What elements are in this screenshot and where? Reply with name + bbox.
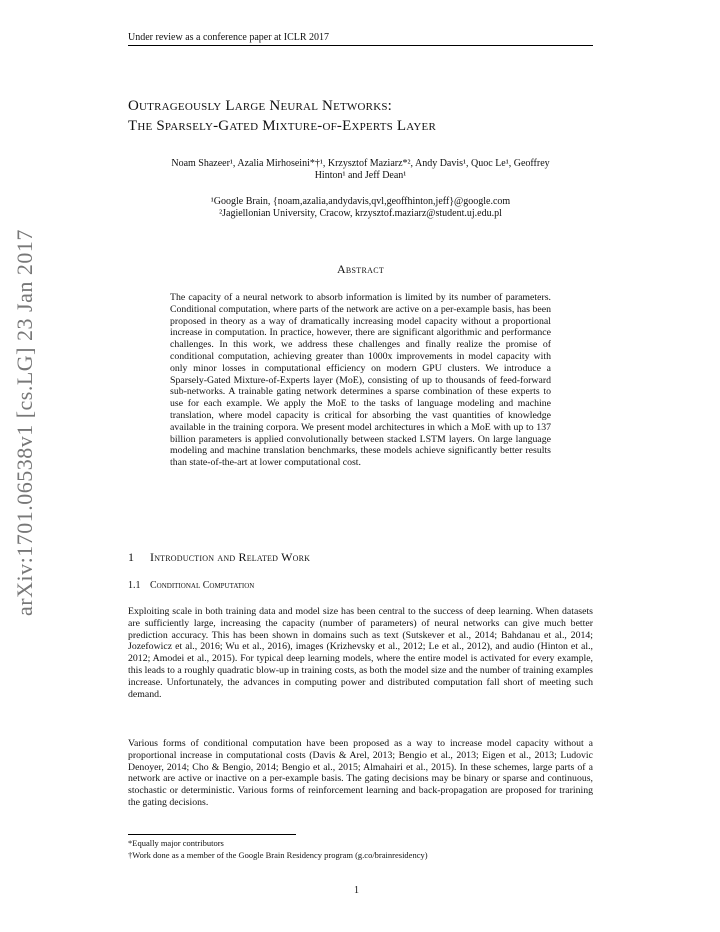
authors-line-2: Hinton¹ and Jeff Dean¹ [314,170,407,181]
title-line-1: Outrageously Large Neural Networks: [128,98,393,114]
section-title: Introduction and Related Work [150,550,311,564]
arxiv-stamp: arXiv:1701.06538v1 [cs.LG] 23 Jan 2017 [12,229,37,616]
paper-title [128,96,598,136]
affiliation-line-1: ¹Google Brain, {noam,azalia,andydavis,qvl,geoffhinton,jeff}@google.com [210,196,511,207]
footnote-rule [128,834,296,835]
section-number: 1 [128,550,135,564]
footnote-1: *Equally major contributors [128,838,224,848]
footnote-2: †Work done as a member of the Google Brain Residency program (g.co/brainresidency) [128,850,428,860]
subsection-title: Conditional Computation [150,580,255,591]
authors-line-1: Noam Shazeer¹, Azalia Mirhoseini*†¹, Krzysztof Maziarz*², Andy Davis¹, Quoc Le¹, Geoffrey [171,158,550,169]
body-paragraph-2: Various forms of conditional computation have been proposed as a way to increase model capacity without a proportional increase in computational costs (Davis & Arel, 2013; Bengio et al., 2013; Eigen et al., 2013; Ludovic Denoyer, 2014; Cho & Bengio, 2014; Bengio et al., 2015; Almahairi et al., 2015). In these schemes, large parts of a network are active or inactive on a per-example basis. The gating decisions may be binary or sparse and continuous, stochastic or deterministic. Various forms of reinforcement learning and back-propagation are proposed for trarining the gating decisions. [128,738,593,808]
body-paragraph-1: Exploiting scale in both training data and model size has been central to the success of deep learning. When datasets are sufficiently large, increasing the capacity (number of parameters) of neural networks can give much better prediction accuracy. This has been shown in domains such as text (Sutskever et al., 2014; Bahdanau et al., 2014; Jozefowicz et al., 2016; Wu et al., 2016), images (Krizhevsky et al., 2012; Le et al., 2012), and audio (Hinton et al., 2012; Amodei et al., 2015). For typical deep learning models, where the entire model is activated for every example, this leads to a roughly quadratic blow-up in training costs, as both the model size and the number of training examples increase. Unfortunately, the advances in computing power and distributed computation fall short of meeting such demand. [128,606,593,700]
affiliation-line-2: ²Jagiellonian University, Cracow, krzysztof.maziarz@student.uj.edu.pl [219,208,502,219]
title-line-2: The Sparsely-Gated Mixture-of-Experts Layer [128,118,437,134]
abstract-text: The capacity of a neural network to absorb information is limited by its number of parameters. Conditional computation, where parts of the network are active on a per-example basis, has been proposed in theory as a way of dramatically increasing model capacity without a proportional increase in computation. In practice, however, there are significant algorithmic and performance challenges. In this work, we address these challenges and finally realize the promise of conditional computation, achieving greater than 1000x improvements in model capacity with only minor losses in computational efficiency on modern GPU clusters. We introduce a Sparsely-Gated Mixture-of-Experts layer (MoE), consisting of up to thousands of feed-forward sub-networks. A trainable gating network determines a sparse combination of these experts to use for each example. We apply the MoE to the tasks of language modeling and machine translation, where model capacity is critical for absorbing the vast quantities of knowledge available in the training corpora. We present model architectures in which a MoE with up to 137 billion parameters is applied convolutionally between stacked LSTM layers. On large language modeling and machine translation benchmarks, these models achieve significantly better results than state-of-the-art at lower computational cost. [170,292,551,469]
running-header: Under review as a conference paper at ICLR 2017 [128,32,330,43]
subsection-heading [128,580,254,591]
author-list [128,158,593,182]
section-heading [128,550,310,565]
header-rule [128,45,593,46]
subsection-number: 1.1 [128,580,141,591]
page-number: 1 [354,885,359,896]
abstract-heading: Abstract [336,262,385,276]
affiliations [128,196,593,220]
